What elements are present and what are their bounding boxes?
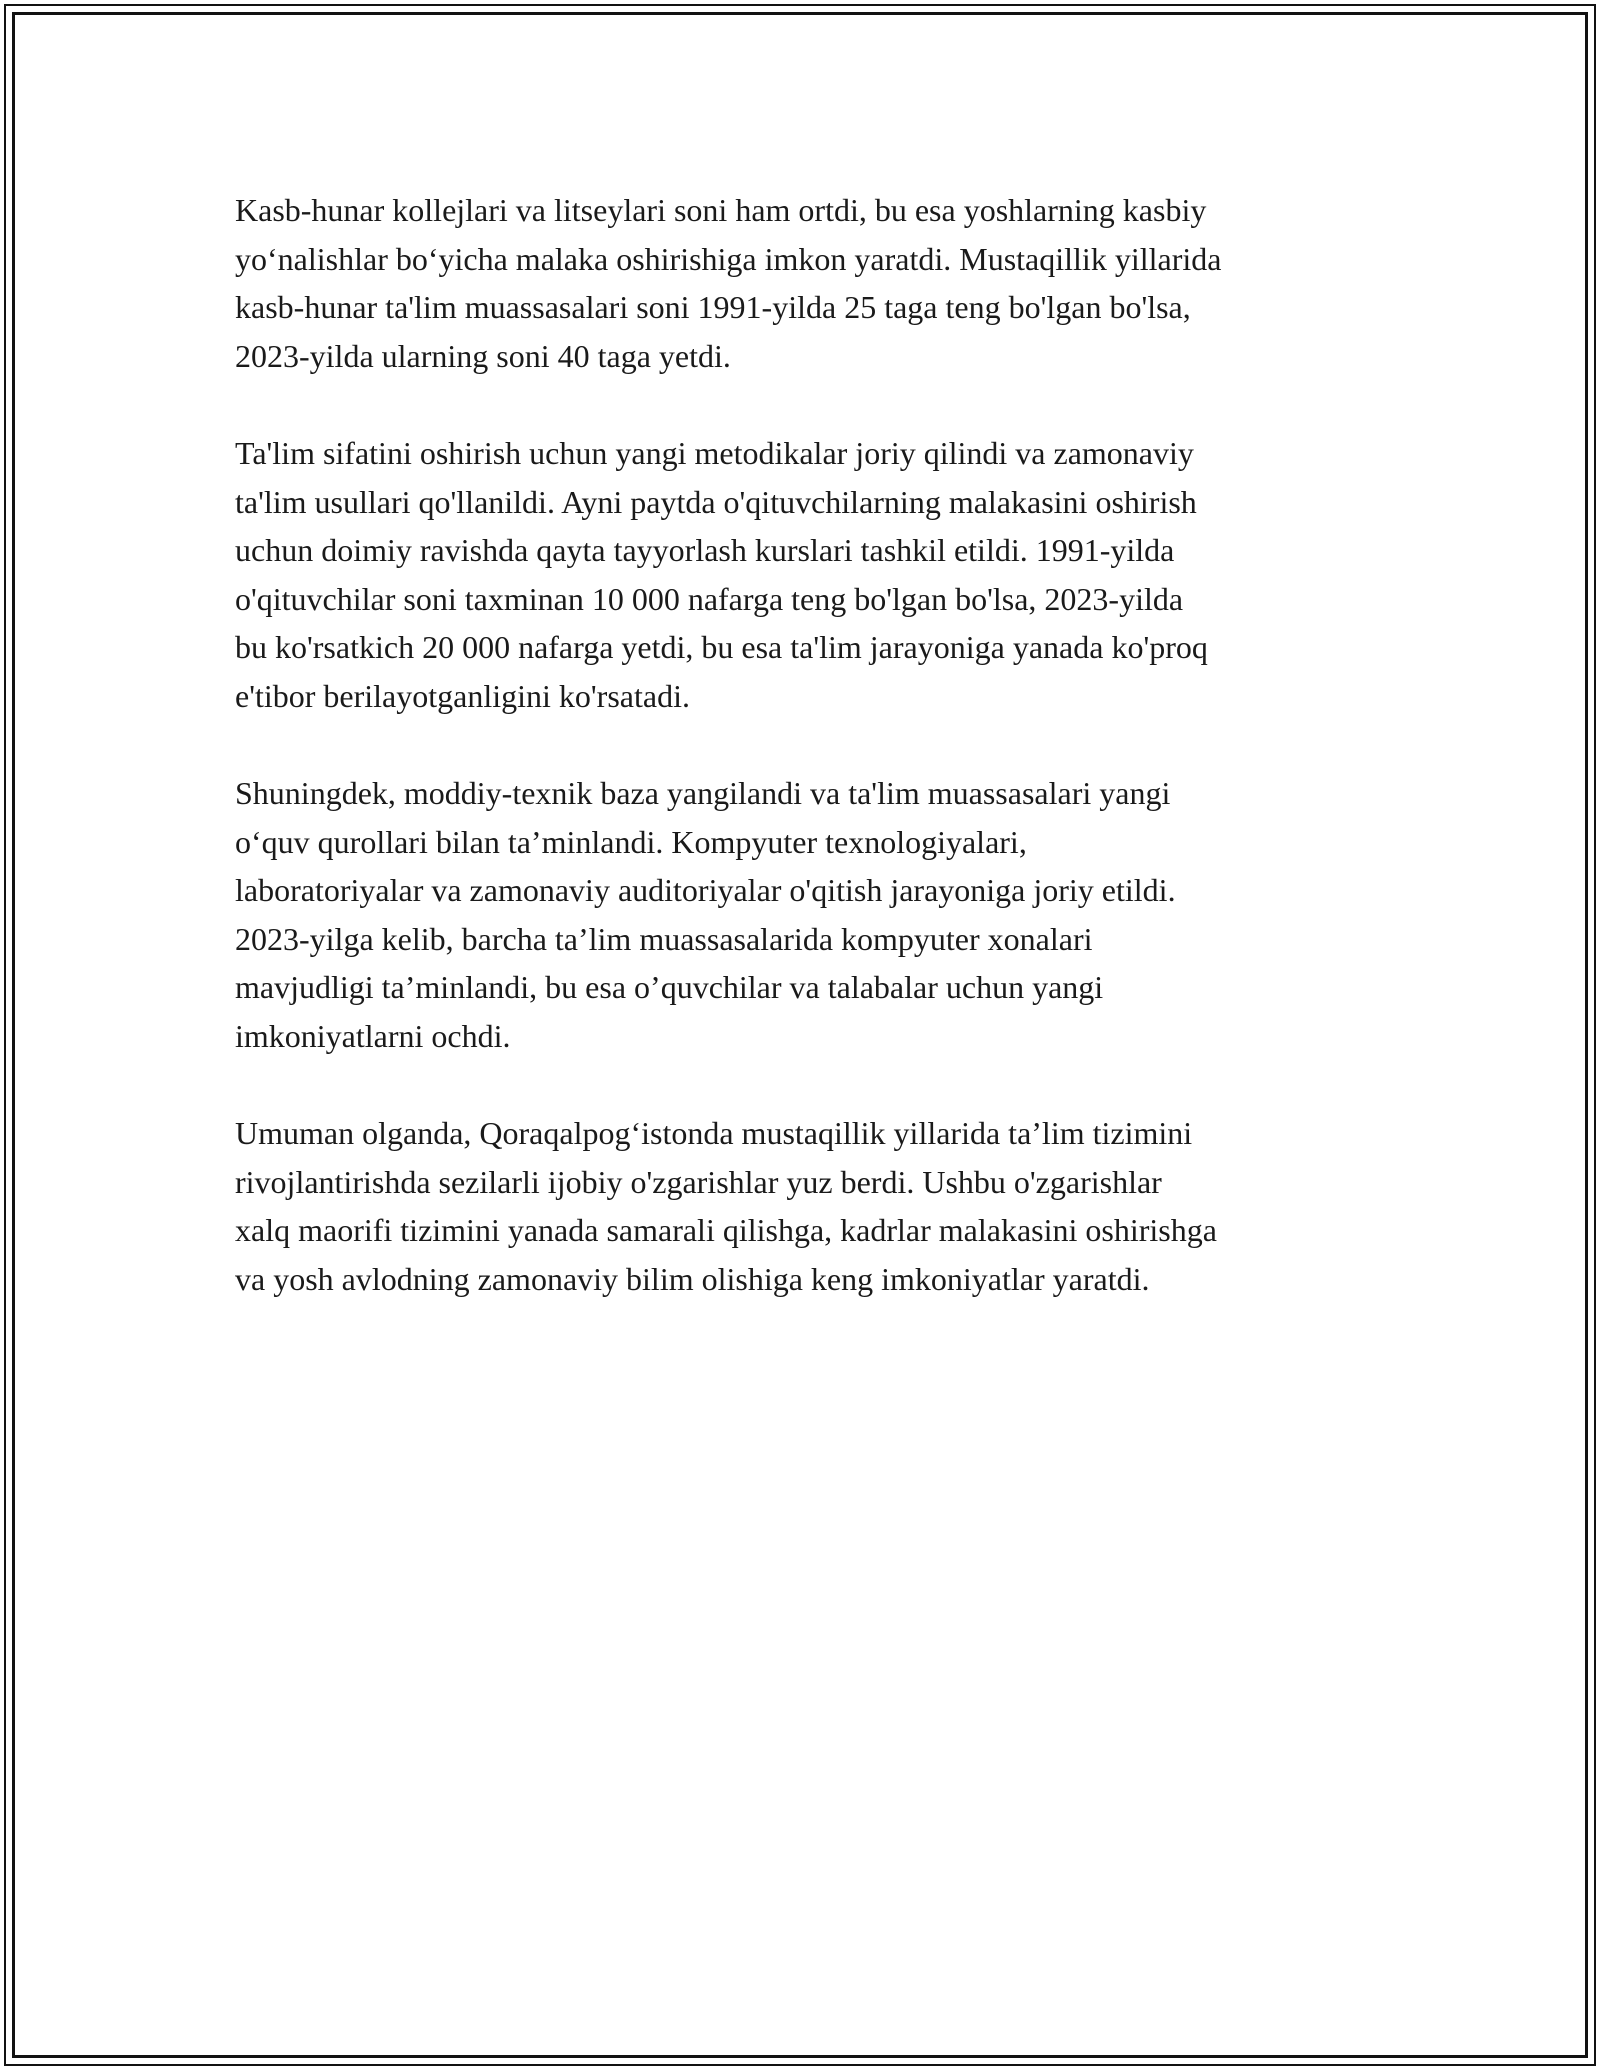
paragraph-material-base: Shuningdek, moddiy-texnik baza yangilandi va ta'lim muassasalari yangi o‘quv qurollari bilan ta’minlandi. Kompyuter texnologiyalari, laboratoriyalar va zamonaviy auditoriyalar o'qitish jarayoniga joriy etildi. 2023-yilga kelib, barcha ta’lim muassasalarida kompyuter xonalari mavjudligi ta’minlandi, bu esa o’quvchilar va talabalar uchun yangi imkoniyatlarni ochdi. (235, 775, 1176, 1054)
document-body (235, 186, 1385, 1303)
paragraph-vocational-colleges: Kasb-hunar kollejlari va litseylari soni ham ortdi, bu esa yoshlarning kasbiy yo‘nalishlar bo‘yicha malaka oshirishiga imkon yaratdi. Mustaqillik yillarida kasb-hunar ta'lim muassasalari soni 1991-yilda 25 taga teng bo'lgan bo'lsa, 2023-yilda ularning soni 40 taga yetdi. (235, 192, 1222, 374)
paragraph-conclusion: Umuman olganda, Qoraqalpog‘istonda mustaqillik yillarida ta’lim tizimini rivojlantirishda sezilarli ijobiy o'zgarishlar yuz berdi. Ushbu o'zgarishlar xalq maorifi tizimini yanada samarali qilishga, kadrlar malakasini oshirishga va yosh avlodning zamonaviy bilim olishiga keng imkoniyatlar yaratdi. (235, 1115, 1217, 1297)
paragraph-teaching-quality: Ta'lim sifatini oshirish uchun yangi metodikalar joriy qilindi va zamonaviy ta'lim usullari qo'llanildi. Ayni paytda o'qituvchilarning malakasini oshirish uchun doimiy ravishda qayta tayyorlash kurslari tashkil etildi. 1991-yilda o'qituvchilar soni taxminan 10 000 nafarga teng bo'lgan bo'lsa, 2023-yilda bu ko'rsatkich 20 000 nafarga yetdi, bu esa ta'lim jarayoniga yanada ko'proq e'tibor berilayotganligini ko'rsatadi. (235, 435, 1208, 714)
